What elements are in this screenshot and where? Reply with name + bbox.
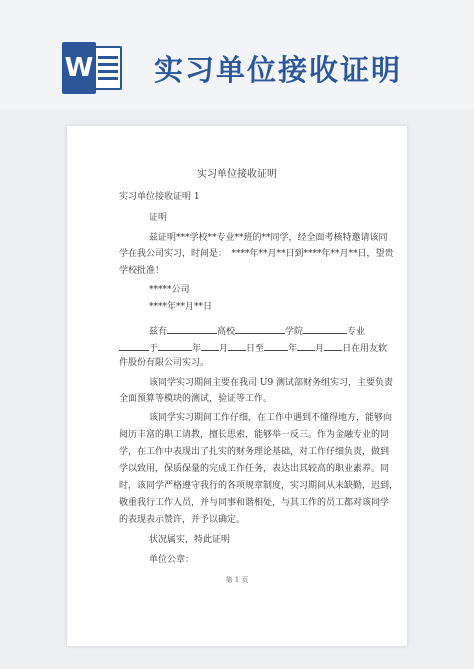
word-icon — [62, 42, 124, 94]
para3-line: 阅历丰富的职工请教，擅长思索，能够举一反三。作为金融专业的同 — [119, 430, 390, 440]
doc-date: ****年**月**日 — [149, 302, 213, 312]
para3-line: 该同学实习期间工作仔细，在工作中遇到不懂得地方，能够向 — [149, 413, 393, 423]
para3-line: 学，在工作中表现出了扎实的财务理论基础，对工作仔细负责，做到 — [119, 447, 390, 457]
header-banner — [0, 0, 474, 110]
document-page — [67, 126, 407, 646]
para2-line: 全面预算等模块的测试，验证等工作。 — [119, 394, 273, 404]
page-footer: 第 1 页 — [225, 576, 249, 584]
doc-title: 实习单位接收证明 — [197, 169, 277, 180]
word-icon-letter: W — [62, 42, 96, 94]
para3-line: 时，该同学严格遵守我行的各项规章制度，实习期间从未缺勤，迟到， — [119, 481, 399, 491]
form-line: 兹有 高校 学院 专业 — [149, 327, 366, 337]
form-line: 件股份有限公司实习。 — [119, 358, 210, 368]
company-name: *****公司 — [149, 285, 190, 295]
seal-label: 单位公章： — [149, 555, 195, 565]
closing-statement: 状况属实，特此证明 — [149, 535, 231, 545]
para1-line: 兹证明***学校**专业**班的**同学，经全面考核特邀请该同 — [149, 233, 388, 243]
para3-line: 的表现表示赞许，并予以确定。 — [119, 515, 246, 525]
header-title: 实习单位接收证明 — [154, 53, 403, 87]
form-line: 于 年 月 日至 年 月 日在用友软 — [119, 342, 387, 354]
para1-line: 学校批准！ — [119, 266, 165, 276]
doc-subheading: 实习单位接收证明 1 — [119, 192, 200, 202]
para2-line: 该同学实习期间主要在我司 U9 测试部财务组实习，主要负责 — [149, 378, 394, 388]
para3-line: 学以致用，保质保量的完成工作任务，表达出其较高的职业素养。同 — [119, 464, 390, 474]
para3-line: 敬重我行工作人员，并与同事和谐相处，与其工作的员工都对该同学 — [119, 498, 390, 508]
certificate-label: 证明 — [149, 213, 168, 223]
para1-line: 学在我公司实习，时间是： ****年**月**日到****年**月**日，望贵 — [119, 249, 394, 259]
